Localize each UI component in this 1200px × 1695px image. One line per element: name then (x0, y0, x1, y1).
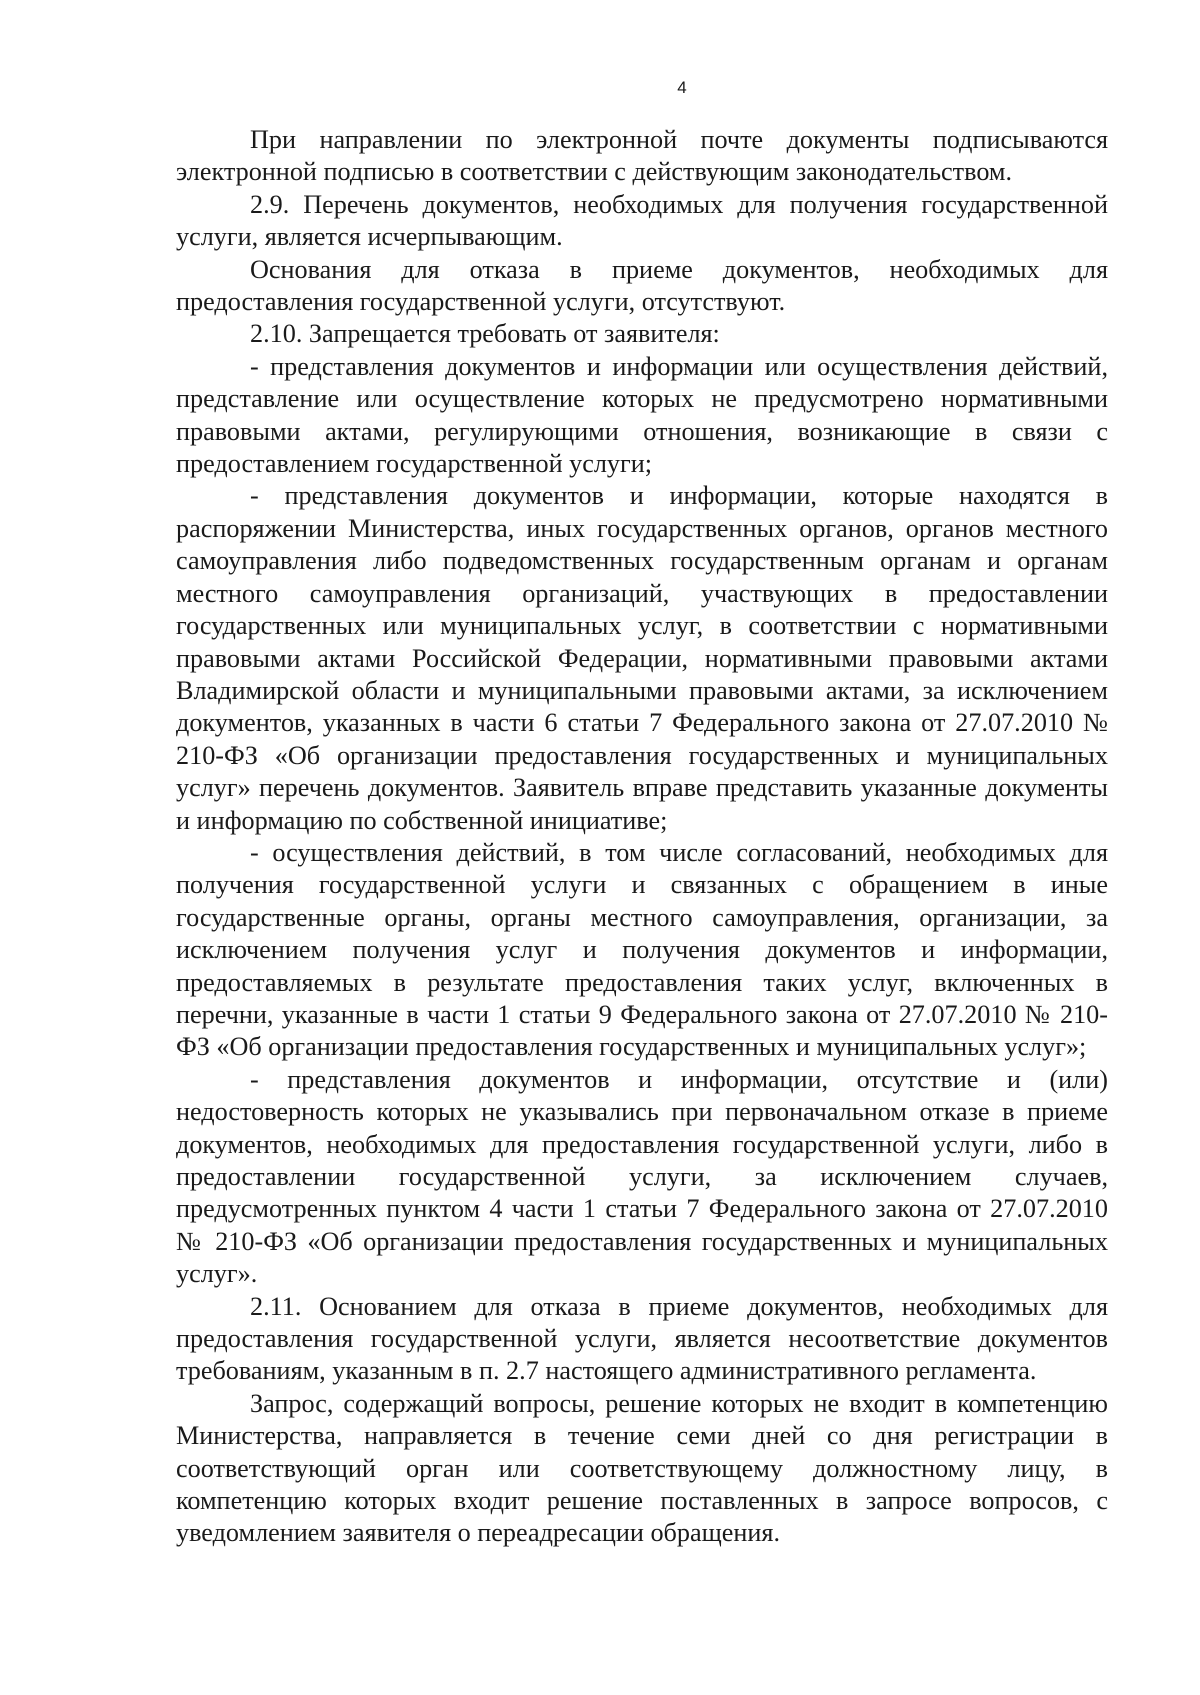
list-item-approvals: - осуществления действий, в том числе согласований, необходимых для получения государственной услуги и связанных с обращением в иные государственные органы, органы местного самоуправления, организации, за исключением получения услуг и получения документов и информации, предоставляемых в результате предоставления таких услуг, включенных в перечни, указанные в части 1 статьи 9 Федерального закона от 27.07.2010 № 210-ФЗ «Об организации предоставления государственных и муниципальных услуг»; (176, 837, 1108, 1062)
paragraph-request-redirect: Запрос, содержащий вопросы, решение которых не входит в компетенцию Министерства, направляется в течение семи дней со дня регистрации в соответствующий орган или соответствующему должностному лицу, в компетенцию которых входит решение поставленных в запросе вопросов, с уведомлением заявителя о переадресации обращения. (176, 1388, 1108, 1548)
paragraph-refusal-grounds: Основания для отказа в приеме документов, необходимых для предоставления государственной услуги, отсутствуют. (176, 254, 1108, 317)
document-body (176, 124, 1108, 1550)
paragraph-2-11: 2.11. Основанием для отказа в приеме документов, необходимых для предоставления государственной услуги, является несоответствие документов требованиям, указанным в п. 2.7 настоящего административного регламента. (176, 1291, 1108, 1386)
paragraph-email-signature: При направлении по электронной почте документы подписываются электронной подписью в соответствии с действующим законодательством. (176, 125, 1108, 187)
list-item-actions: - представления документов и информации или осуществления действий, представление или осуществление которых не предусмотрено нормативными правовыми актами, регулирующими отношения, возникающие в связи с предоставлением государственной услуги; (176, 351, 1108, 479)
paragraph-2-10: 2.10. Запрещается требовать от заявителя: (250, 319, 720, 349)
list-item-missing-documents: - представления документов и информации, отсутствие и (или) недостоверность которых не указывались при первоначальном отказе в приеме документов, необходимых для предоставления государственной услуги, либо в предоставлении государственной услуги, за исключением случаев, предусмотренных пунктом 4 части 1 статьи 7 Федерального закона от 27.07.2010 № 210-ФЗ «Об организации предоставления государственных и муниципальных услуг». (176, 1064, 1108, 1289)
paragraph-2-9: 2.9. Перечень документов, необходимых для получения государственной услуги, является исчерпывающим. (176, 189, 1108, 252)
list-item-documents: - представления документов и информации, которые находятся в распоряжении Министерства, иных государственных органов, органов местного самоуправления либо подведомственных государственным органам и органам местного самоуправления организаций, участвующих в предоставлении государственных или муниципальных услуг, в соответствии с нормативными правовыми актами Российской Федерации, нормативными правовыми актами Владимирской области и муниципальными правовыми актами, за исключением документов, указанных в части 6 статьи 7 Федерального закона от 27.07.2010 № 210-ФЗ «Об организации предоставления государственных и муниципальных услуг» перечень документов. Заявитель вправе представить указанные документы и информацию по собственной инициативе; (176, 481, 1108, 835)
page-number: 4 (677, 78, 687, 97)
